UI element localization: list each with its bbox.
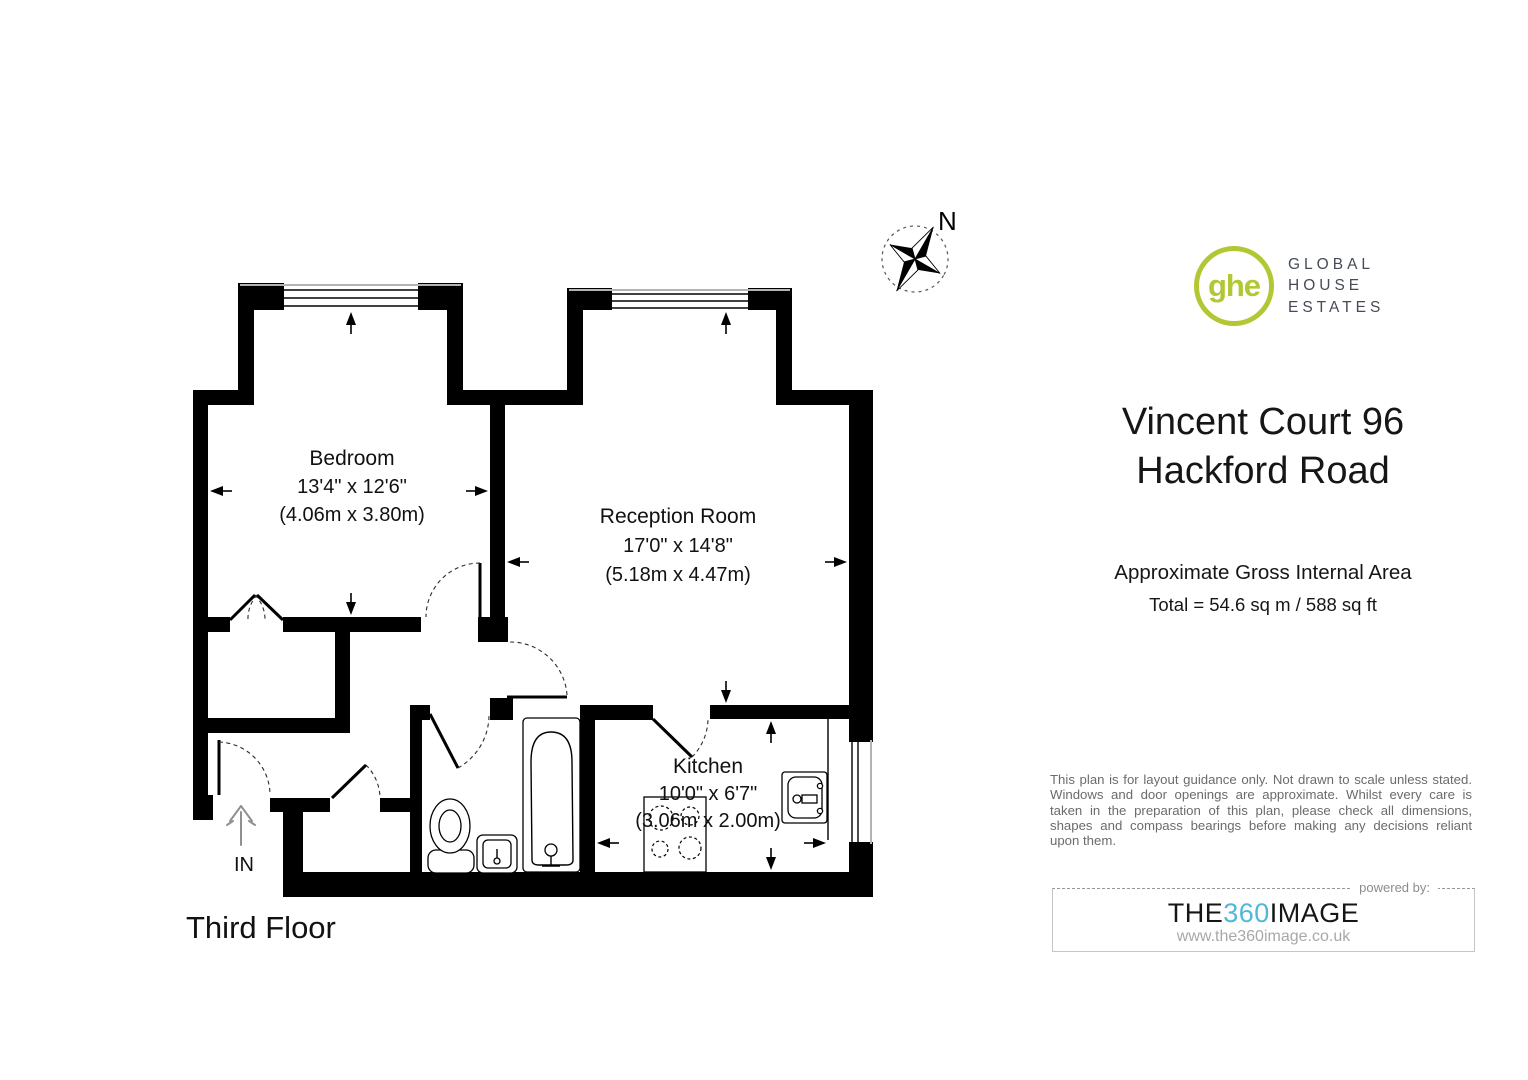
info-panel <box>1048 0 1478 1080</box>
agency-logo <box>1194 246 1384 326</box>
powered-by-box <box>1052 880 1475 952</box>
bedroom-closet-doors <box>230 595 283 620</box>
reception-dims-imperial: 17'0" x 14'8" <box>623 535 733 557</box>
kitchen-door <box>653 719 708 757</box>
property-title-line1: Vincent Court 96 <box>1121 401 1405 443</box>
logo-wordmark <box>1288 254 1384 319</box>
bedroom-name: Bedroom <box>309 447 395 470</box>
logo-word-1: GLOBAL <box>1288 255 1375 273</box>
bathroom-sink-icon <box>477 835 517 873</box>
floor-title: Third Floor <box>186 910 336 945</box>
the360image-url: www.the360image.co.uk <box>1176 928 1351 945</box>
reception-dims-metric: (5.18m x 4.47m) <box>605 564 751 586</box>
area-heading: Approximate Gross Internal Area <box>1114 561 1412 584</box>
area-total: Total = 54.6 sq m / 588 sq ft <box>1149 594 1377 615</box>
entrance-label: IN <box>234 854 254 876</box>
toilet-icon <box>428 799 474 873</box>
logo-word-2: HOUSE <box>1288 277 1364 295</box>
brand-image: IMAGE <box>1269 898 1360 928</box>
logo-word-3: ESTATES <box>1288 298 1385 316</box>
bathtub-icon <box>523 718 580 872</box>
reception-name: Reception Room <box>599 505 757 528</box>
brand-360: 360 <box>1223 898 1270 928</box>
reception-door <box>507 642 567 697</box>
compass-north-label: N <box>938 206 957 236</box>
disclaimer-text: This plan is for layout guidance only. Not drawn to scale unless stated. Windows and door openings are approximate. Whilst every care is taken in the preparation of this plan, please check all dimensions, shapes and compass bearings before making any decisions reliant upon them. <box>1050 772 1472 849</box>
entrance-door <box>219 740 270 795</box>
bedroom-dims-metric: (4.06m x 3.80m) <box>279 504 425 526</box>
room-label-reception <box>600 505 756 586</box>
the360image-logo <box>1053 898 1474 929</box>
hob-icon <box>644 797 706 872</box>
kitchen-dims-imperial: 10'0" x 6'7" <box>658 783 758 805</box>
ghe-logo-icon <box>1194 246 1274 326</box>
hall-closet-door <box>332 765 380 798</box>
property-title-line2: Hackford Road <box>1136 450 1390 492</box>
area-summary <box>1048 561 1478 616</box>
entrance-arrow-icon <box>227 806 255 845</box>
room-label-kitchen <box>635 755 781 832</box>
kitchen-dims-metric: (3.06m x 2.00m) <box>635 810 781 832</box>
bathroom-door <box>430 714 489 768</box>
kitchen-name: Kitchen <box>672 755 744 778</box>
kitchen-sink-icon <box>782 772 827 823</box>
powered-by-label: powered by: <box>1351 880 1438 895</box>
room-label-bedroom <box>279 447 425 526</box>
brand-the: THE <box>1167 898 1224 928</box>
logo-acronym: ghe <box>1207 268 1261 303</box>
bedroom-dims-imperial: 13'4" x 12'6" <box>297 476 407 498</box>
kitchen-window <box>849 740 873 844</box>
bedroom-door <box>426 563 480 618</box>
property-title <box>1048 398 1478 496</box>
